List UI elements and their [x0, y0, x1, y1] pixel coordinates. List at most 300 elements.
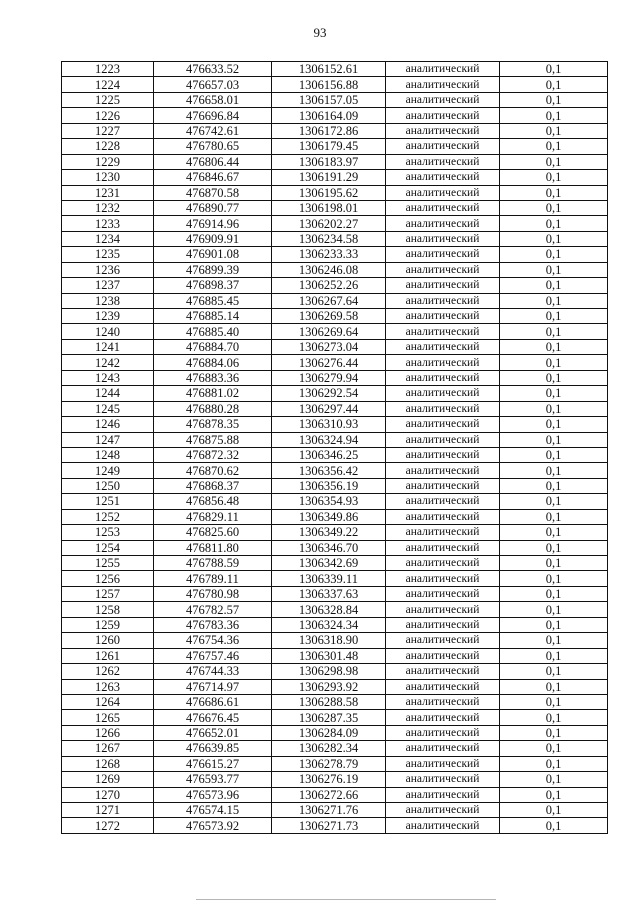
point-number-cell: 1262: [62, 664, 154, 679]
x-coordinate-cell: 476615.27: [154, 756, 272, 771]
x-coordinate-cell: 476696.84: [154, 108, 272, 123]
point-number-cell: 1232: [62, 200, 154, 215]
method-cell: аналитический: [386, 92, 500, 107]
method-cell: аналитический: [386, 725, 500, 740]
point-number-cell: 1269: [62, 772, 154, 787]
x-coordinate-cell: 476744.33: [154, 664, 272, 679]
x-coordinate-cell: 476757.46: [154, 648, 272, 663]
method-cell: аналитический: [386, 355, 500, 370]
accuracy-cell: 0,1: [500, 725, 608, 740]
x-coordinate-cell: 476657.03: [154, 77, 272, 92]
x-coordinate-cell: 476806.44: [154, 154, 272, 169]
point-number-cell: 1236: [62, 262, 154, 277]
method-cell: аналитический: [386, 679, 500, 694]
y-coordinate-cell: 1306328.84: [272, 602, 386, 617]
method-cell: аналитический: [386, 617, 500, 632]
x-coordinate-cell: 476811.80: [154, 540, 272, 555]
method-cell: аналитический: [386, 185, 500, 200]
point-number-cell: 1268: [62, 756, 154, 771]
accuracy-cell: 0,1: [500, 216, 608, 231]
accuracy-cell: 0,1: [500, 494, 608, 509]
x-coordinate-cell: 476593.77: [154, 772, 272, 787]
accuracy-cell: 0,1: [500, 92, 608, 107]
accuracy-cell: 0,1: [500, 324, 608, 339]
table-row: [62, 293, 608, 308]
table-row: [62, 648, 608, 663]
table-row: [62, 355, 608, 370]
point-number-cell: 1261: [62, 648, 154, 663]
point-number-cell: 1244: [62, 386, 154, 401]
method-cell: аналитический: [386, 602, 500, 617]
method-cell: аналитический: [386, 509, 500, 524]
point-number-cell: 1225: [62, 92, 154, 107]
table-row: [62, 772, 608, 787]
x-coordinate-cell: 476788.59: [154, 556, 272, 571]
y-coordinate-cell: 1306292.54: [272, 386, 386, 401]
x-coordinate-cell: 476885.40: [154, 324, 272, 339]
x-coordinate-cell: 476901.08: [154, 247, 272, 262]
y-coordinate-cell: 1306349.86: [272, 509, 386, 524]
x-coordinate-cell: 476789.11: [154, 571, 272, 586]
accuracy-cell: 0,1: [500, 710, 608, 725]
x-coordinate-cell: 476639.85: [154, 741, 272, 756]
table-row: [62, 200, 608, 215]
y-coordinate-cell: 1306252.26: [272, 278, 386, 293]
x-coordinate-cell: 476885.14: [154, 309, 272, 324]
method-cell: аналитический: [386, 478, 500, 493]
table-row: [62, 741, 608, 756]
table-row: [62, 417, 608, 432]
point-number-cell: 1248: [62, 447, 154, 462]
point-number-cell: 1235: [62, 247, 154, 262]
point-number-cell: 1253: [62, 525, 154, 540]
table-row: [62, 617, 608, 632]
x-coordinate-cell: 476658.01: [154, 92, 272, 107]
y-coordinate-cell: 1306234.58: [272, 231, 386, 246]
accuracy-cell: 0,1: [500, 602, 608, 617]
method-cell: аналитический: [386, 139, 500, 154]
x-coordinate-cell: 476872.32: [154, 447, 272, 462]
table-row: [62, 602, 608, 617]
table-row: [62, 123, 608, 138]
y-coordinate-cell: 1306269.64: [272, 324, 386, 339]
table-row: [62, 216, 608, 231]
x-coordinate-cell: 476885.45: [154, 293, 272, 308]
method-cell: аналитический: [386, 447, 500, 462]
point-number-cell: 1270: [62, 787, 154, 802]
accuracy-cell: 0,1: [500, 478, 608, 493]
accuracy-cell: 0,1: [500, 664, 608, 679]
table-row: [62, 694, 608, 709]
table-row: [62, 309, 608, 324]
accuracy-cell: 0,1: [500, 432, 608, 447]
table-row: [62, 787, 608, 802]
method-cell: аналитический: [386, 123, 500, 138]
x-coordinate-cell: 476884.06: [154, 355, 272, 370]
x-coordinate-cell: 476780.65: [154, 139, 272, 154]
table-row: [62, 432, 608, 447]
point-number-cell: 1272: [62, 818, 154, 833]
table-row: [62, 139, 608, 154]
accuracy-cell: 0,1: [500, 803, 608, 818]
method-cell: аналитический: [386, 417, 500, 432]
accuracy-cell: 0,1: [500, 170, 608, 185]
method-cell: аналитический: [386, 293, 500, 308]
table-row: [62, 463, 608, 478]
x-coordinate-cell: 476878.35: [154, 417, 272, 432]
x-coordinate-cell: 476870.62: [154, 463, 272, 478]
x-coordinate-cell: 476780.98: [154, 586, 272, 601]
point-number-cell: 1266: [62, 725, 154, 740]
y-coordinate-cell: 1306349.22: [272, 525, 386, 540]
y-coordinate-cell: 1306156.88: [272, 77, 386, 92]
table-row: [62, 108, 608, 123]
table-row: [62, 401, 608, 416]
table-row: [62, 664, 608, 679]
y-coordinate-cell: 1306346.25: [272, 447, 386, 462]
table-row: [62, 494, 608, 509]
method-cell: аналитический: [386, 231, 500, 246]
accuracy-cell: 0,1: [500, 756, 608, 771]
y-coordinate-cell: 1306337.63: [272, 586, 386, 601]
x-coordinate-cell: 476686.61: [154, 694, 272, 709]
method-cell: аналитический: [386, 803, 500, 818]
method-cell: аналитический: [386, 556, 500, 571]
method-cell: аналитический: [386, 818, 500, 833]
y-coordinate-cell: 1306279.94: [272, 370, 386, 385]
table-row: [62, 525, 608, 540]
accuracy-cell: 0,1: [500, 556, 608, 571]
accuracy-cell: 0,1: [500, 154, 608, 169]
accuracy-cell: 0,1: [500, 540, 608, 555]
method-cell: аналитический: [386, 200, 500, 215]
table-row: [62, 339, 608, 354]
x-coordinate-cell: 476825.60: [154, 525, 272, 540]
point-number-cell: 1249: [62, 463, 154, 478]
point-number-cell: 1231: [62, 185, 154, 200]
table-row: [62, 231, 608, 246]
point-number-cell: 1245: [62, 401, 154, 416]
point-number-cell: 1265: [62, 710, 154, 725]
y-coordinate-cell: 1306152.61: [272, 62, 386, 77]
coordinates-table: [61, 61, 608, 834]
point-number-cell: 1251: [62, 494, 154, 509]
accuracy-cell: 0,1: [500, 787, 608, 802]
x-coordinate-cell: 476573.96: [154, 787, 272, 802]
y-coordinate-cell: 1306339.11: [272, 571, 386, 586]
table-row: [62, 370, 608, 385]
table-row: [62, 556, 608, 571]
accuracy-cell: 0,1: [500, 339, 608, 354]
accuracy-cell: 0,1: [500, 247, 608, 262]
point-number-cell: 1250: [62, 478, 154, 493]
x-coordinate-cell: 476633.52: [154, 62, 272, 77]
x-coordinate-cell: 476574.15: [154, 803, 272, 818]
point-number-cell: 1230: [62, 170, 154, 185]
y-coordinate-cell: 1306195.62: [272, 185, 386, 200]
method-cell: аналитический: [386, 262, 500, 277]
x-coordinate-cell: 476829.11: [154, 509, 272, 524]
table-row: [62, 540, 608, 555]
point-number-cell: 1242: [62, 355, 154, 370]
point-number-cell: 1255: [62, 556, 154, 571]
method-cell: аналитический: [386, 77, 500, 92]
table-row: [62, 633, 608, 648]
table-row: [62, 818, 608, 833]
method-cell: аналитический: [386, 741, 500, 756]
point-number-cell: 1258: [62, 602, 154, 617]
table-row: [62, 679, 608, 694]
point-number-cell: 1247: [62, 432, 154, 447]
method-cell: аналитический: [386, 62, 500, 77]
accuracy-cell: 0,1: [500, 694, 608, 709]
x-coordinate-cell: 476573.92: [154, 818, 272, 833]
accuracy-cell: 0,1: [500, 231, 608, 246]
x-coordinate-cell: 476890.77: [154, 200, 272, 215]
y-coordinate-cell: 1306233.33: [272, 247, 386, 262]
table-row: [62, 386, 608, 401]
y-coordinate-cell: 1306354.93: [272, 494, 386, 509]
point-number-cell: 1227: [62, 123, 154, 138]
accuracy-cell: 0,1: [500, 386, 608, 401]
table-row: [62, 586, 608, 601]
table-row: [62, 262, 608, 277]
y-coordinate-cell: 1306157.05: [272, 92, 386, 107]
method-cell: аналитический: [386, 170, 500, 185]
x-coordinate-cell: 476870.58: [154, 185, 272, 200]
method-cell: аналитический: [386, 386, 500, 401]
accuracy-cell: 0,1: [500, 123, 608, 138]
method-cell: аналитический: [386, 432, 500, 447]
method-cell: аналитический: [386, 664, 500, 679]
accuracy-cell: 0,1: [500, 401, 608, 416]
accuracy-cell: 0,1: [500, 370, 608, 385]
point-number-cell: 1229: [62, 154, 154, 169]
point-number-cell: 1259: [62, 617, 154, 632]
y-coordinate-cell: 1306282.34: [272, 741, 386, 756]
table-row: [62, 92, 608, 107]
y-coordinate-cell: 1306287.35: [272, 710, 386, 725]
x-coordinate-cell: 476714.97: [154, 679, 272, 694]
accuracy-cell: 0,1: [500, 355, 608, 370]
point-number-cell: 1224: [62, 77, 154, 92]
point-number-cell: 1246: [62, 417, 154, 432]
x-coordinate-cell: 476652.01: [154, 725, 272, 740]
accuracy-cell: 0,1: [500, 509, 608, 524]
point-number-cell: 1233: [62, 216, 154, 231]
point-number-cell: 1241: [62, 339, 154, 354]
x-coordinate-cell: 476783.36: [154, 617, 272, 632]
method-cell: аналитический: [386, 216, 500, 231]
method-cell: аналитический: [386, 571, 500, 586]
x-coordinate-cell: 476883.36: [154, 370, 272, 385]
y-coordinate-cell: 1306324.94: [272, 432, 386, 447]
y-coordinate-cell: 1306293.92: [272, 679, 386, 694]
table-row: [62, 154, 608, 169]
accuracy-cell: 0,1: [500, 741, 608, 756]
method-cell: аналитический: [386, 633, 500, 648]
point-number-cell: 1226: [62, 108, 154, 123]
x-coordinate-cell: 476742.61: [154, 123, 272, 138]
point-number-cell: 1257: [62, 586, 154, 601]
point-number-cell: 1238: [62, 293, 154, 308]
y-coordinate-cell: 1306272.66: [272, 787, 386, 802]
method-cell: аналитический: [386, 278, 500, 293]
x-coordinate-cell: 476846.67: [154, 170, 272, 185]
y-coordinate-cell: 1306324.34: [272, 617, 386, 632]
table-row: [62, 803, 608, 818]
y-coordinate-cell: 1306246.08: [272, 262, 386, 277]
method-cell: аналитический: [386, 324, 500, 339]
accuracy-cell: 0,1: [500, 633, 608, 648]
accuracy-cell: 0,1: [500, 447, 608, 462]
point-number-cell: 1234: [62, 231, 154, 246]
y-coordinate-cell: 1306276.44: [272, 355, 386, 370]
method-cell: аналитический: [386, 154, 500, 169]
accuracy-cell: 0,1: [500, 200, 608, 215]
table-row: [62, 185, 608, 200]
y-coordinate-cell: 1306198.01: [272, 200, 386, 215]
point-number-cell: 1240: [62, 324, 154, 339]
coordinates-table-body: [62, 62, 608, 834]
x-coordinate-cell: 476676.45: [154, 710, 272, 725]
x-coordinate-cell: 476880.28: [154, 401, 272, 416]
table-row: [62, 571, 608, 586]
table-row: [62, 278, 608, 293]
point-number-cell: 1264: [62, 694, 154, 709]
accuracy-cell: 0,1: [500, 185, 608, 200]
accuracy-cell: 0,1: [500, 139, 608, 154]
y-coordinate-cell: 1306301.48: [272, 648, 386, 663]
y-coordinate-cell: 1306318.90: [272, 633, 386, 648]
accuracy-cell: 0,1: [500, 525, 608, 540]
method-cell: аналитический: [386, 370, 500, 385]
x-coordinate-cell: 476875.88: [154, 432, 272, 447]
y-coordinate-cell: 1306284.09: [272, 725, 386, 740]
y-coordinate-cell: 1306356.19: [272, 478, 386, 493]
y-coordinate-cell: 1306271.76: [272, 803, 386, 818]
y-coordinate-cell: 1306346.70: [272, 540, 386, 555]
x-coordinate-cell: 476881.02: [154, 386, 272, 401]
accuracy-cell: 0,1: [500, 617, 608, 632]
method-cell: аналитический: [386, 309, 500, 324]
y-coordinate-cell: 1306179.45: [272, 139, 386, 154]
point-number-cell: 1239: [62, 309, 154, 324]
y-coordinate-cell: 1306172.86: [272, 123, 386, 138]
accuracy-cell: 0,1: [500, 463, 608, 478]
point-number-cell: 1263: [62, 679, 154, 694]
page-number: 93: [313, 25, 327, 40]
y-coordinate-cell: 1306273.04: [272, 339, 386, 354]
accuracy-cell: 0,1: [500, 679, 608, 694]
x-coordinate-cell: 476856.48: [154, 494, 272, 509]
method-cell: аналитический: [386, 540, 500, 555]
accuracy-cell: 0,1: [500, 772, 608, 787]
x-coordinate-cell: 476754.36: [154, 633, 272, 648]
method-cell: аналитический: [386, 108, 500, 123]
method-cell: аналитический: [386, 247, 500, 262]
y-coordinate-cell: 1306298.98: [272, 664, 386, 679]
y-coordinate-cell: 1306191.29: [272, 170, 386, 185]
method-cell: аналитический: [386, 525, 500, 540]
method-cell: аналитический: [386, 339, 500, 354]
method-cell: аналитический: [386, 694, 500, 709]
y-coordinate-cell: 1306310.93: [272, 417, 386, 432]
y-coordinate-cell: 1306164.09: [272, 108, 386, 123]
accuracy-cell: 0,1: [500, 648, 608, 663]
method-cell: аналитический: [386, 586, 500, 601]
point-number-cell: 1252: [62, 509, 154, 524]
accuracy-cell: 0,1: [500, 586, 608, 601]
point-number-cell: 1256: [62, 571, 154, 586]
accuracy-cell: 0,1: [500, 417, 608, 432]
y-coordinate-cell: 1306269.58: [272, 309, 386, 324]
table-row: [62, 62, 608, 77]
table-row: [62, 756, 608, 771]
x-coordinate-cell: 476899.39: [154, 262, 272, 277]
point-number-cell: 1267: [62, 741, 154, 756]
accuracy-cell: 0,1: [500, 293, 608, 308]
point-number-cell: 1254: [62, 540, 154, 555]
table-row: [62, 170, 608, 185]
method-cell: аналитический: [386, 772, 500, 787]
table-row: [62, 447, 608, 462]
table-row: [62, 710, 608, 725]
accuracy-cell: 0,1: [500, 278, 608, 293]
scan-edge-line: [196, 899, 496, 900]
accuracy-cell: 0,1: [500, 309, 608, 324]
table-row: [62, 509, 608, 524]
y-coordinate-cell: 1306288.58: [272, 694, 386, 709]
table-row: [62, 77, 608, 92]
accuracy-cell: 0,1: [500, 818, 608, 833]
accuracy-cell: 0,1: [500, 77, 608, 92]
point-number-cell: 1243: [62, 370, 154, 385]
method-cell: аналитический: [386, 401, 500, 416]
y-coordinate-cell: 1306202.27: [272, 216, 386, 231]
method-cell: аналитический: [386, 494, 500, 509]
x-coordinate-cell: 476898.37: [154, 278, 272, 293]
accuracy-cell: 0,1: [500, 262, 608, 277]
point-number-cell: 1223: [62, 62, 154, 77]
accuracy-cell: 0,1: [500, 62, 608, 77]
x-coordinate-cell: 476914.96: [154, 216, 272, 231]
accuracy-cell: 0,1: [500, 571, 608, 586]
y-coordinate-cell: 1306297.44: [272, 401, 386, 416]
y-coordinate-cell: 1306267.64: [272, 293, 386, 308]
y-coordinate-cell: 1306342.69: [272, 556, 386, 571]
table-row: [62, 247, 608, 262]
table-row: [62, 725, 608, 740]
x-coordinate-cell: 476909.91: [154, 231, 272, 246]
point-number-cell: 1237: [62, 278, 154, 293]
y-coordinate-cell: 1306276.19: [272, 772, 386, 787]
y-coordinate-cell: 1306271.73: [272, 818, 386, 833]
method-cell: аналитический: [386, 710, 500, 725]
y-coordinate-cell: 1306356.42: [272, 463, 386, 478]
table-row: [62, 324, 608, 339]
point-number-cell: 1271: [62, 803, 154, 818]
y-coordinate-cell: 1306183.97: [272, 154, 386, 169]
point-number-cell: 1260: [62, 633, 154, 648]
method-cell: аналитический: [386, 463, 500, 478]
x-coordinate-cell: 476782.57: [154, 602, 272, 617]
method-cell: аналитический: [386, 756, 500, 771]
x-coordinate-cell: 476884.70: [154, 339, 272, 354]
method-cell: аналитический: [386, 648, 500, 663]
x-coordinate-cell: 476868.37: [154, 478, 272, 493]
method-cell: аналитический: [386, 787, 500, 802]
